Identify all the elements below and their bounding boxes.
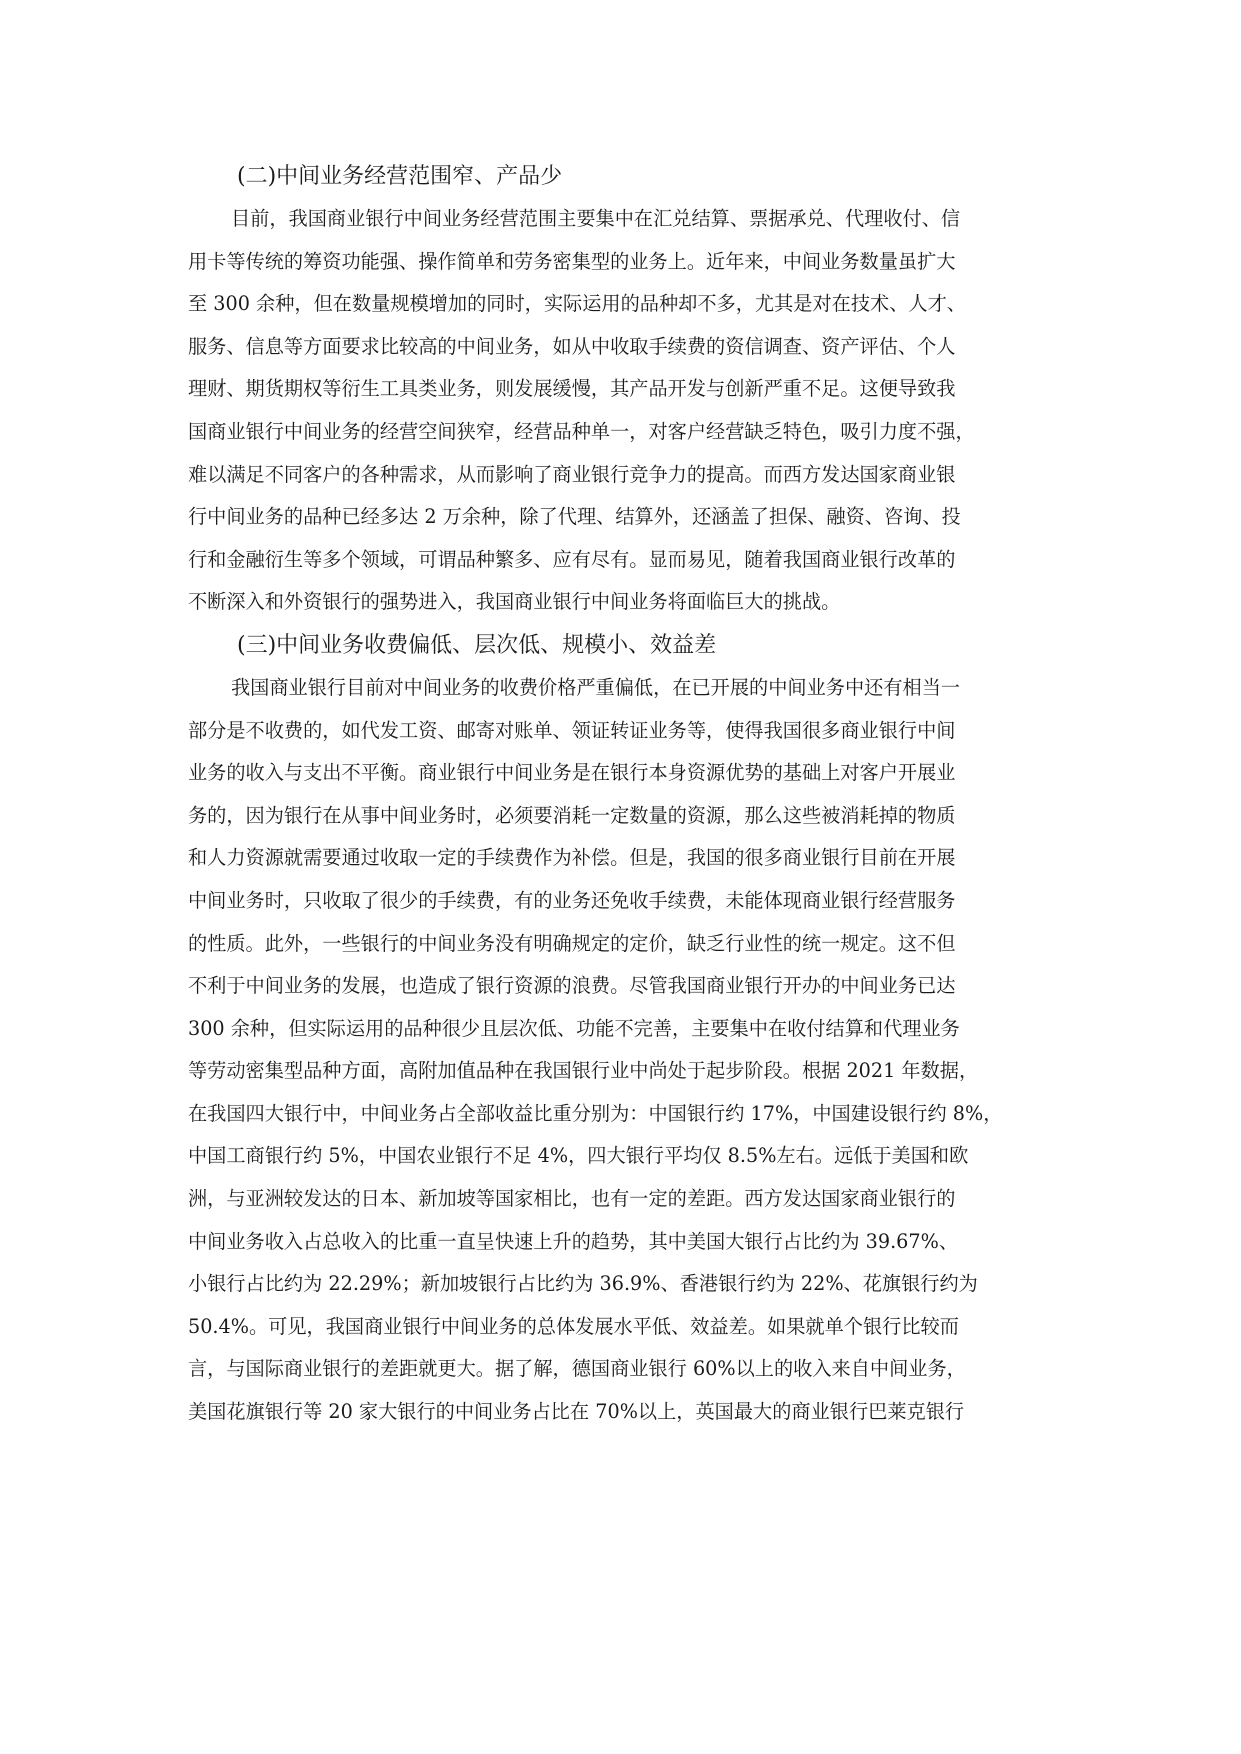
text-line: 行和金融衍生等多个领域，可谓品种繁多、应有尽有。显而易见，随着我国商业银行改革的 (188, 547, 956, 571)
text-line: 用卡等传统的筹资功能强、操作简单和劳务密集型的业务上。近年来，中间业务数量虽扩大 (188, 249, 956, 273)
section-heading-3: (三)中间业务收费偏低、层次低、规模小、效益差 (237, 632, 717, 658)
text-line: 300 余种，但实际运用的品种很少且层次低、功能不完善，主要集中在收付结算和代理业务 (188, 1016, 960, 1040)
text-line: 业务的收入与支出不平衡。商业银行中间业务是在银行本身资源优势的基础上对客户开展业 (188, 761, 956, 785)
text-line: 美国花旗银行等 20 家大银行的中间业务占比在 70%以上，英国最大的商业银行巴莱克银行 (188, 1400, 965, 1424)
text-line: 中间业务收入占总收入的比重一直呈快速上升的趋势，其中美国大银行占比约为 39.67%、 (188, 1229, 959, 1253)
text-line: 难以满足不同客户的各种需求，从而影响了商业银行竞争力的提高。而西方发达国家商业银 (188, 462, 956, 486)
text-line: 不断深入和外资银行的强势进入，我国商业银行中间业务将面临巨大的挑战。 (188, 590, 841, 614)
text-line: 至 300 余种，但在数量规模增加的同时，实际运用的品种却不多，尤其是对在技术、人才、 (188, 292, 966, 316)
text-line: 服务、信息等方面要求比较高的中间业务，如从中收取手续费的资信调查、资产评估、个人 (188, 334, 956, 358)
text-line: 言，与国际商业银行的差距就更大。据了解，德国商业银行 60%以上的收入来自中间业务， (188, 1357, 966, 1381)
section-heading-2: (二)中间业务经营范围窄、产品少 (237, 164, 563, 189)
text-line: 中间业务时，只收取了很少的手续费，有的业务还免收手续费，未能体现商业银行经营服务 (188, 888, 956, 912)
text-line: 等劳动密集型品种方面，高附加值品种在我国银行业中尚处于起步阶段。根据 2021 年数据， (188, 1059, 979, 1083)
text-line: 理财、期货期权等衍生工具类业务，则发展缓慢，其产品开发与创新严重不足。这便导致我 (188, 377, 956, 401)
text-line: 50.4%。可见，我国商业银行中间业务的总体发展水平低、效益差。如果就单个银行比较而 (188, 1314, 959, 1338)
section-2-paragraph (188, 198, 1048, 624)
text-line: 的性质。此外，一些银行的中间业务没有明确规定的定价，缺乏行业性的统一规定。这不但 (188, 931, 956, 955)
text-line: 目前，我国商业银行中间业务经营范围主要集中在汇兑结算、票据承兑、代理收付、信 (231, 207, 961, 230)
text-line: 务的，因为银行在从事中间业务时，必须要消耗一定数量的资源，那么这些被消耗掉的物质 (188, 803, 956, 827)
text-line: 部分是不收费的，如代发工资、邮寄对账单、领证转证业务等，使得我国很多商业银行中间 (188, 718, 956, 742)
section-3-paragraph (188, 667, 1048, 1434)
text-line: 在我国四大银行中，中间业务占全部收益比重分别为：中国银行约 17%，中国建设银行约 8%， (188, 1101, 1003, 1125)
document-body (188, 155, 1048, 1434)
text-line: 洲，与亚洲较发达的日本、新加坡等国家相比，也有一定的差距。西方发达国家商业银行的 (188, 1187, 956, 1211)
text-line: 不利于中间业务的发展，也造成了银行资源的浪费。尽管我国商业银行开办的中间业务已达 (188, 974, 956, 998)
text-line: 中国工商银行约 5%，中国农业银行不足 4%，四大银行平均仅 8.5%左右。远低于美国和欧 (188, 1144, 969, 1168)
text-line: 我国商业银行目前对中间业务的收费价格严重偏低，在已开展的中间业务中还有相当一 (231, 675, 961, 699)
text-line: 国商业银行中间业务的经营空间狭窄，经营品种单一，对客户经营缺乏特色，吸引力度不强， (188, 419, 975, 443)
text-line: 小银行占比约为 22.29%；新加坡银行占比约为 36.9%、香港银行约为 22%、花旗银行约为 (188, 1272, 978, 1296)
text-line: 行中间业务的品种已经多达 2 万余种，除了代理、结算外，还涵盖了担保、融资、咨询、投 (188, 505, 961, 529)
text-line: 和人力资源就需要通过收取一定的手续费作为补偿。但是，我国的很多商业银行目前在开展 (188, 846, 956, 870)
